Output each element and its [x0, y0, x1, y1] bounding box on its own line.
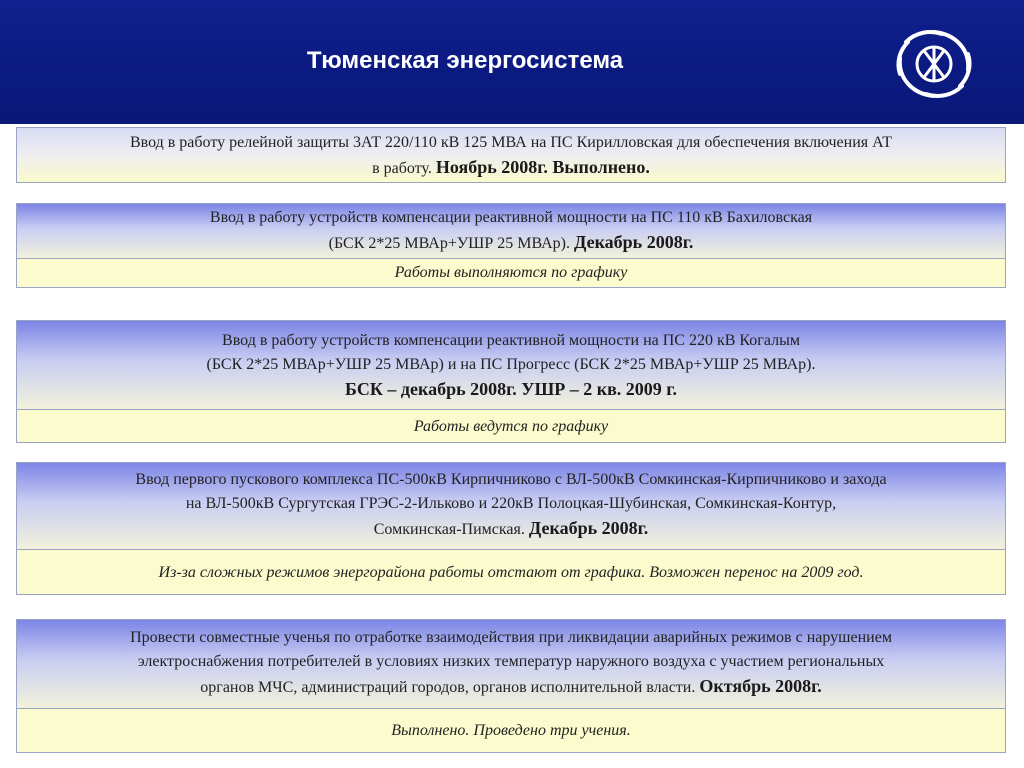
- page-title: Тюменская энергосистема: [306, 47, 624, 74]
- task-line: на ВЛ-500кВ Сургутская ГРЭС-2-Ильково и 220кВ Полоцкая-Шубинская, Сомкинская-Контур,: [185, 495, 837, 512]
- energy-company-emblem-icon: [886, 22, 982, 106]
- task-block-5: [16, 619, 1006, 753]
- task-description: [16, 462, 1006, 550]
- task-line: Сомкинская-Пимская. Декабрь 2008г.: [373, 518, 649, 538]
- task-line: в работу. Ноябрь 2008г. Выполнено.: [372, 157, 650, 177]
- task-block-4: [16, 462, 1006, 595]
- header-banner: [0, 0, 1024, 124]
- deadline-highlight: Декабрь 2008г.: [573, 232, 694, 252]
- task-description: [16, 127, 1006, 183]
- task-block-1: [16, 127, 1006, 183]
- task-status: Выполнено. Проведено три учения.: [16, 709, 1006, 753]
- task-block-3: [16, 320, 1006, 443]
- task-block-2: [16, 203, 1006, 288]
- deadline-highlight: Ноябрь 2008г. Выполнено.: [435, 157, 650, 177]
- task-status: Из-за сложных режимов энергорайона работы отстают от графика. Возможен перенос на 2009 год.: [16, 550, 1006, 595]
- task-line: (БСК 2*25 МВАр+УШР 25 МВАр) и на ПС Прогресс (БСК 2*25 МВАр+УШР 25 МВАр).: [206, 356, 816, 373]
- deadline-highlight: Декабрь 2008г.: [528, 518, 649, 538]
- deadline-highlight: Октябрь 2008г.: [699, 676, 822, 696]
- task-description: [16, 203, 1006, 259]
- task-line: электроснабжения потребителей в условиях низких температур наружного воздуха с участием региональных: [137, 653, 885, 670]
- deadline-highlight: БСК – декабрь 2008г. УШР – 2 кв. 2009 г.: [345, 379, 677, 399]
- task-status: Работы выполняются по графику: [16, 259, 1006, 288]
- task-description: [16, 320, 1006, 410]
- task-line: Ввод в работу релейной защиты 3АТ 220/110 кВ 125 МВА на ПС Кирилловская для обеспечения включения АТ: [129, 134, 893, 151]
- task-line: Ввод в работу устройств компенсации реактивной мощности на ПС 110 кВ Бахиловская: [209, 209, 813, 226]
- task-description: [16, 619, 1006, 709]
- task-line: Провести совместные ученья по отработке взаимодействия при ликвидации аварийных режимов с нарушением: [130, 629, 892, 646]
- task-line: (БСК 2*25 МВАр+УШР 25 МВАр). Декабрь 2008г.: [328, 232, 694, 252]
- task-line: Ввод в работу устройств компенсации реактивной мощности на ПС 220 кВ Когалым: [222, 332, 800, 349]
- task-line: органов МЧС, администраций городов, органов исполнительной власти. Октябрь 2008г.: [200, 676, 822, 696]
- task-status: Работы ведутся по графику: [16, 410, 1006, 443]
- task-line: Ввод первого пускового комплекса ПС-500кВ Кирпичниково с ВЛ-500кВ Сомкинская-Кирпичниково и захода: [135, 471, 887, 488]
